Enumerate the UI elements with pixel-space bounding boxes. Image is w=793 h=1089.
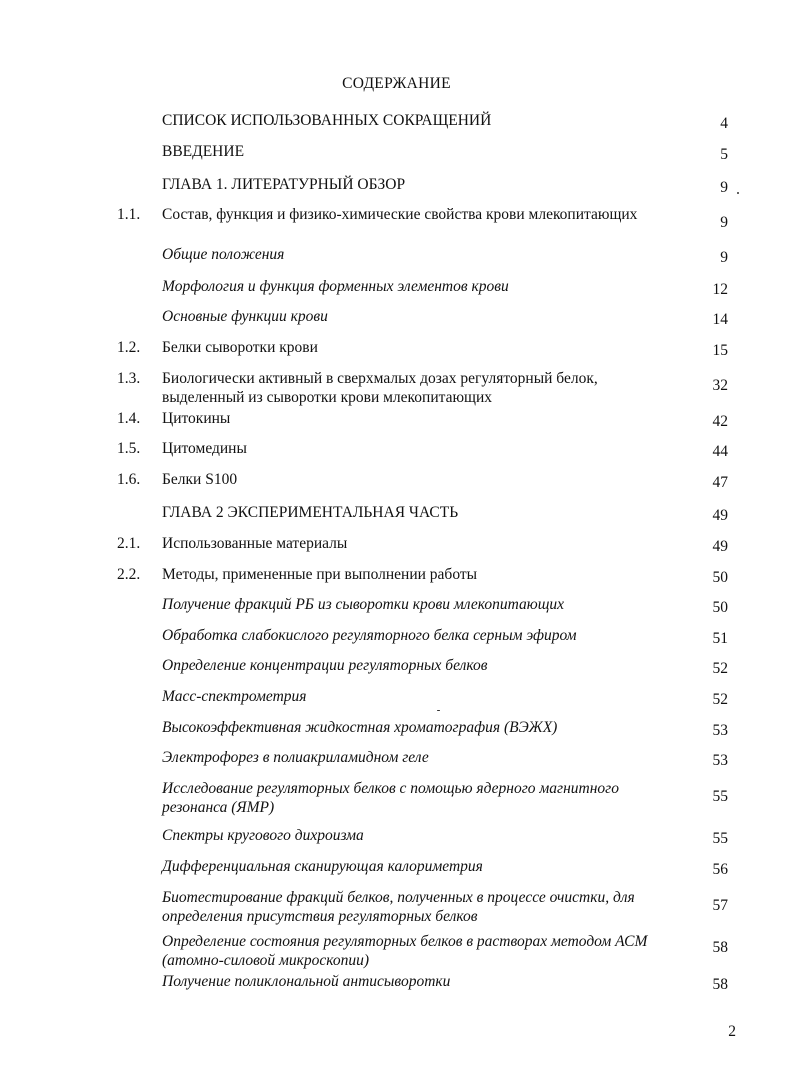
toc-entry-page: 52 — [712, 660, 728, 677]
toc-entry-page: 53 — [712, 722, 728, 739]
page-number: 2 — [728, 1023, 736, 1040]
toc-entry-title: Определение концентрации регуляторных белков — [162, 657, 488, 674]
toc-entry-number: 2.2. — [117, 566, 141, 583]
toc-entry-number: 1.1. — [117, 206, 141, 223]
toc-entry-title: Исследование регуляторных белков с помощью ядерного магнитного резонанса (ЯМР) — [162, 780, 619, 816]
toc-entry-title: Цитомедины — [162, 440, 247, 457]
toc-entry-page: 12 — [712, 281, 728, 298]
toc-entry-page: 49 — [712, 507, 728, 524]
toc-entry-page: 32 — [712, 377, 728, 394]
toc-entry-number: 2.1. — [117, 535, 141, 552]
toc-entry-page: 9 — [720, 214, 728, 231]
toc-entry-number: 1.4. — [117, 410, 141, 427]
toc-entry-title: СПИСОК ИСПОЛЬЗОВАННЫХ СОКРАЩЕНИЙ — [162, 112, 492, 129]
stray-mark — [437, 710, 440, 711]
toc-entry-title: ГЛАВА 1. ЛИТЕРАТУРНЫЙ ОБЗОР — [162, 176, 406, 193]
toc-entry-page: 57 — [712, 897, 728, 914]
toc-entry-page: 14 — [712, 311, 728, 328]
toc-entry-page: 47 — [712, 474, 728, 491]
toc-entry-title: Определение состояния регуляторных белков в растворах методом АСМ (атомно-силовой микроскопии) — [162, 933, 648, 969]
toc-entry-number: 1.5. — [117, 440, 141, 457]
toc-title: СОДЕРЖАНИЕ — [342, 75, 451, 92]
toc-entry-title: Спектры кругового дихроизма — [162, 827, 364, 844]
toc-entry-page: 51 — [712, 630, 728, 647]
toc-entry-title: Получение поликлональной антисыворотки — [162, 973, 451, 990]
toc-entry-title: Использованные материалы — [162, 535, 348, 552]
toc-entry-page: 9 — [720, 179, 728, 196]
stray-mark — [737, 192, 739, 194]
toc-entry-page: 55 — [712, 788, 728, 805]
toc-entry-title: Получение фракций РБ из сыворотки крови млекопитающих — [162, 596, 565, 613]
toc-entry-title: Биологически активный в сверхмалых дозах регуляторный белок, выделенный из сыворотки крови млекопитающих — [162, 370, 598, 406]
toc-entry-page: 50 — [712, 569, 728, 586]
toc-entry-page: 44 — [712, 443, 728, 460]
toc-entry-page: 52 — [712, 691, 728, 708]
toc-entry-page: 15 — [712, 342, 728, 359]
toc-entry-page: 50 — [712, 599, 728, 616]
toc-entry-page: 49 — [712, 538, 728, 555]
toc-entry-page: 5 — [720, 146, 728, 163]
toc-entry-title: Морфология и функция форменных элементов крови — [162, 278, 509, 295]
toc-entry-page: 56 — [712, 861, 728, 878]
toc-entry-page: 9 — [720, 249, 728, 266]
toc-entry-title: Состав, функция и физико-химические свойства крови млекопитающих — [162, 206, 638, 223]
toc-entry-page: 4 — [720, 115, 728, 132]
toc-entry-title: Биотестирование фракций белков, полученных в процессе очистки, для определения присутствия регуляторных белков — [162, 889, 635, 925]
toc-entry-number: 1.3. — [117, 370, 141, 387]
toc-entry-page: 58 — [712, 939, 728, 956]
toc-entry-page: 55 — [712, 830, 728, 847]
toc-entry-title: Основные функции крови — [162, 308, 328, 325]
toc-entry-page: 53 — [712, 752, 728, 769]
toc-entry-number: 1.6. — [117, 471, 141, 488]
toc-entry-title: Общие положения — [162, 246, 285, 263]
toc-entry-page: 42 — [712, 413, 728, 430]
toc-entry-title: Электрофорез в полиакриламидном геле — [162, 749, 429, 766]
toc-entry-page: 58 — [712, 976, 728, 993]
toc-entry-title: Обработка слабокислого регуляторного белка серным эфиром — [162, 627, 577, 644]
toc-entry-title: Белки сыворотки крови — [162, 339, 318, 356]
toc-entry-title: Дифференциальная сканирующая калориметрия — [162, 858, 483, 875]
toc-entry-title: Методы, примененные при выполнении работы — [162, 566, 478, 583]
toc-entry-number: 1.2. — [117, 339, 141, 356]
toc-entry-title: Масс-спектрометрия — [162, 688, 307, 705]
toc-entry-title: ВВЕДЕНИЕ — [162, 143, 245, 160]
toc-entry-title: Высокоэффективная жидкостная хроматография (ВЭЖХ) — [162, 719, 558, 736]
toc-entry-title: ГЛАВА 2 ЭКСПЕРИМЕНТАЛЬНАЯ ЧАСТЬ — [162, 504, 459, 521]
toc-entry-title: Белки S100 — [162, 471, 238, 488]
toc-entry-title: Цитокины — [162, 410, 231, 427]
